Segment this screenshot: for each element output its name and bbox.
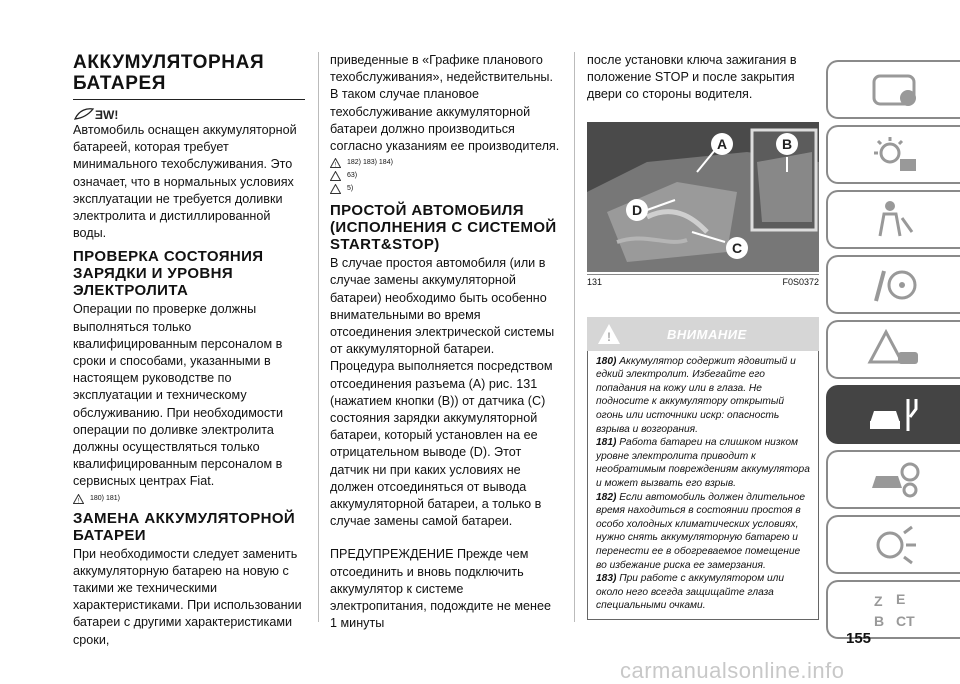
title-rule bbox=[73, 99, 305, 100]
svg-text:!: ! bbox=[77, 498, 80, 504]
battery-figure bbox=[587, 122, 819, 272]
caution-refs: 63) bbox=[330, 171, 560, 181]
index-letters-icon bbox=[866, 588, 922, 632]
section-storage-text-1: В случае простоя автомобиля (или в случае замены аккумуляторной батареи) необходимо быть особенно внимательными во время отсоединения электрической системы от аккумуляторной батареи. bbox=[330, 256, 555, 357]
warning-refs-2: ! 182) 183) 184) bbox=[330, 158, 560, 168]
column-left bbox=[73, 52, 305, 649]
warning-item: 183) При работе с аккумулятором или около него всегда защищайте глаза специальными очками. bbox=[596, 573, 785, 612]
section-storage-title: ПРОСТОЙ АВТОМОБИЛЯ (ИСПОЛНЕНИЯ С СИСТЕМОЙ START&STOP) bbox=[330, 202, 557, 254]
figure-code: F0S0372 bbox=[782, 276, 819, 287]
figure-caption bbox=[587, 274, 819, 287]
page-number: 155 bbox=[846, 630, 872, 647]
caution-triangle-icon bbox=[330, 171, 341, 181]
warning-triangle-icon bbox=[73, 494, 84, 504]
svg-text:!: ! bbox=[334, 162, 337, 169]
warning-refs-1: ! 180) 181) bbox=[73, 494, 305, 504]
warning-title: ВНИМАНИЕ bbox=[667, 326, 747, 342]
column-right bbox=[587, 52, 819, 620]
tab-multimedia[interactable] bbox=[826, 515, 960, 574]
column-middle bbox=[330, 52, 560, 632]
title-line-1: АККУМУЛЯТОРНАЯ bbox=[73, 52, 265, 73]
continued-text-2: после установки ключа зажигания в положение STOP и после закрытия двери со стороны водителя. bbox=[587, 53, 797, 102]
eco-icon bbox=[73, 106, 305, 122]
multimedia-icon bbox=[866, 523, 922, 567]
tab-maintenance[interactable] bbox=[826, 385, 960, 444]
svg-text:ƎW!: ƎW! bbox=[95, 108, 119, 122]
column-divider bbox=[574, 52, 575, 622]
seat-safety-icon bbox=[866, 198, 922, 242]
tab-car-info[interactable] bbox=[826, 60, 960, 119]
svg-text:B: B bbox=[781, 135, 793, 152]
page-title bbox=[73, 52, 305, 94]
warning-item: 181) Работа батареи на слишком низком уровне электролита приводит к необратимым повреждениям аккумулятора и может вызвать его взрыв. bbox=[596, 437, 810, 489]
column-divider bbox=[318, 52, 319, 622]
watermark: carmanualsonline.info bbox=[620, 658, 845, 683]
title-line-2: БАТАРЕЯ bbox=[73, 73, 167, 94]
continued-text: приведенные в «Графике планового техобслуживания», недействительны. В таком случае плановое техобслуживание аккумуляторной батареи должно производиться согласно указаниям ее производителя. bbox=[330, 53, 560, 154]
section-storage-text-2: Процедура выполняется посредством отсоединения разъема (A) рис. 131 (нажатием кнопки (B)) от датчика (C) состояния зарядки аккумуляторной батареи, который установлен на ее отрицательном выводе (D). Этот датчик ни при каких условиях не должен отсоединяться от вывода аккумуляторной батареи, а только в случае замены самой батареи. bbox=[330, 359, 553, 529]
tab-specs[interactable] bbox=[826, 450, 960, 509]
intro-text: Автомобиль оснащен аккумуляторной батареей, которая требует минимального техобслуживания. Это означает, что в нормальных условиях эксплуатации не требуется доливки электролита и дистиллированной воды. bbox=[73, 123, 297, 241]
section-replace-title: ЗАМЕНА АККУМУЛЯТОРНОЙ БАТАРЕИ bbox=[73, 509, 296, 544]
eco-leaf-icon bbox=[330, 184, 341, 194]
warning-triangle-icon bbox=[597, 323, 621, 345]
dashboard-lights-icon bbox=[866, 133, 922, 177]
svg-text:E: E bbox=[896, 590, 906, 607]
warning-item: 182) Если автомобиль должен длительное время находиться в состоянии простоя в особо холодных климатических условиях, нужно снять аккумуляторную батарею и перенести ее в обогреваемое помещение во избежание риска ее замерзания. bbox=[596, 491, 806, 571]
car-specs-icon bbox=[866, 458, 922, 502]
svg-text:C: C bbox=[731, 239, 743, 256]
steering-key-icon bbox=[866, 263, 922, 307]
tab-steering-key[interactable] bbox=[826, 255, 960, 314]
section-replace-text: При необходимости следует заменить аккумуляторную батарею на новую с такими же техническими характеристиками. При использовании батареи с другими характеристиками сроки, bbox=[73, 546, 302, 647]
chapter-tabs bbox=[826, 60, 960, 645]
tab-emergency[interactable] bbox=[826, 320, 960, 379]
figure-number: 131 bbox=[587, 276, 603, 287]
section-check-text: Операции по проверке должны выполняться только квалифицированным персоналом в сроки и способами, указанными в настоящем руководстве по эксплуатации и техническому обслуживанию. При необходимости операции по доливке электролита должны осуществляться только квалифицированным персоналом в сервисных центрах Fiat. bbox=[73, 302, 283, 489]
car-maintenance-icon bbox=[866, 393, 922, 437]
warning-header bbox=[587, 317, 819, 351]
eco-refs: 5) bbox=[330, 184, 560, 194]
svg-text:B: B bbox=[874, 612, 885, 629]
tab-dashboard-lights[interactable] bbox=[826, 125, 960, 184]
notice-text: ПРЕДУПРЕЖДЕНИЕ Прежде чем отсоединить и вновь подключить аккумулятор к системе электропитания, подождите не менее 1 минуты bbox=[330, 547, 551, 631]
svg-text:CT: CT bbox=[896, 612, 915, 629]
svg-text:A: A bbox=[716, 135, 728, 152]
battery-photo bbox=[587, 122, 819, 272]
warning-list bbox=[587, 351, 819, 620]
svg-text:D: D bbox=[631, 201, 643, 218]
svg-text:Z: Z bbox=[874, 592, 883, 609]
car-info-icon bbox=[866, 68, 922, 112]
section-check-title: ПРОВЕРКА СОСТОЯНИЯ ЗАРЯДКИ И УРОВНЯ ЭЛЕКТРОЛИТА bbox=[73, 248, 264, 300]
warning-item: 180) Аккумулятор содержит ядовитый и едкий электролит. Избегайте его попадания на кожу или в глаза. Не подносите к аккумулятору открытый огонь или источники искр: опасность взрыва и возгорания. bbox=[596, 355, 796, 435]
tab-seat-safety[interactable] bbox=[826, 190, 960, 249]
warning-triangle-icon bbox=[330, 158, 341, 168]
warning-triangle-car-icon bbox=[866, 328, 922, 372]
svg-text:!: ! bbox=[607, 329, 611, 344]
